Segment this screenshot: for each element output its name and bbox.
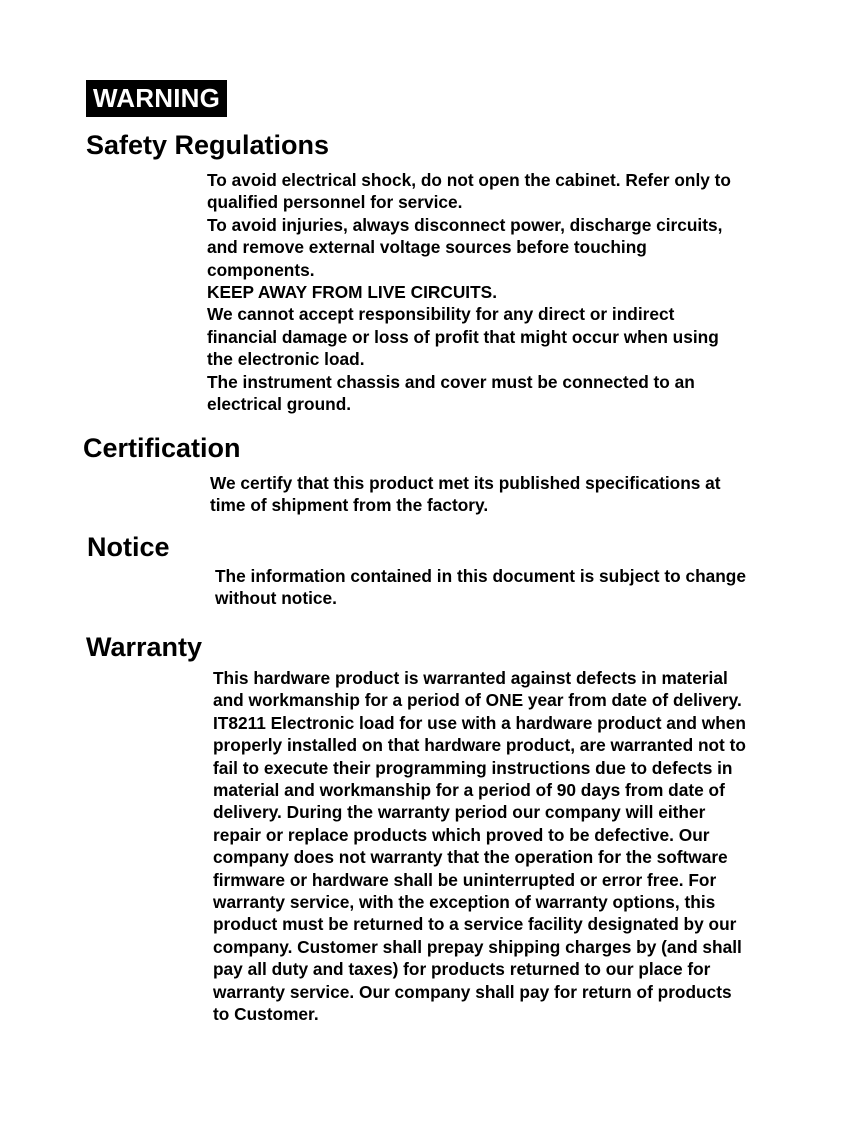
warranty-heading: Warranty [86,632,203,662]
text-line: the electronic load. [207,349,365,370]
text-line: To avoid electrical shock, do not open the cabinet. Refer only to [207,170,731,190]
text-line: electrical ground. [207,394,352,415]
text-line: We certify that this product met its published specifications at [210,473,721,493]
text-line: company does not warranty that the operation for the software [213,847,728,868]
text-line: material and workmanship for a period of 90 days from date of [213,780,725,801]
safety-regulations-text [207,169,731,415]
text-line: financial damage or loss of profit that might occur when using [207,326,719,347]
text-line: time of shipment from the factory. [210,495,489,516]
warning-badge: WARNING [86,80,227,117]
safety-regulations-heading: Safety Regulations [86,130,330,160]
text-line: to Customer. [213,1004,319,1025]
text-line: pay all duty and taxes) for products returned to our place for [213,959,711,980]
text-line: This hardware product is warranted against defects in material [213,668,728,688]
certification-heading: Certification [83,433,241,463]
text-line: delivery. During the warranty period our company will either [213,802,706,823]
notice-heading: Notice [87,532,170,562]
warranty-text [213,667,746,1026]
text-line: components. [207,259,315,280]
text-line: fail to execute their programming instructions due to defects in [213,757,733,778]
text-line: warranty service, with the exception of warranty options, this [213,892,716,913]
text-line: qualified personnel for service. [207,192,463,213]
text-line: warranty service. Our company shall pay for return of products [213,981,732,1002]
text-line: without notice. [215,588,337,609]
text-line: and workmanship for a period of ONE year from date of delivery. [213,690,742,711]
text-line: and remove external voltage sources before touching [207,237,647,258]
text-line: firmware or hardware shall be uninterrupted or error free. For [213,869,717,890]
text-line: The instrument chassis and cover must be connected to an [207,371,695,392]
text-line: IT8211 Electronic load for use with a hardware product and when [213,712,746,733]
text-line: product must be returned to a service facility designated by our [213,914,737,935]
text-line: To avoid injuries, always disconnect power, discharge circuits, [207,214,723,235]
text-line: repair or replace products which proved to be defective. Our [213,824,710,845]
text-line: We cannot accept responsibility for any direct or indirect [207,304,675,325]
text-line: company. Customer shall prepay shipping charges by (and shall [213,936,742,957]
text-line: The information contained in this document is subject to change [215,566,746,586]
certification-text [210,472,721,517]
notice-text [215,565,746,610]
text-line: properly installed on that hardware product, are warranted not to [213,735,746,756]
text-line: KEEP AWAY FROM LIVE CIRCUITS. [207,282,497,303]
